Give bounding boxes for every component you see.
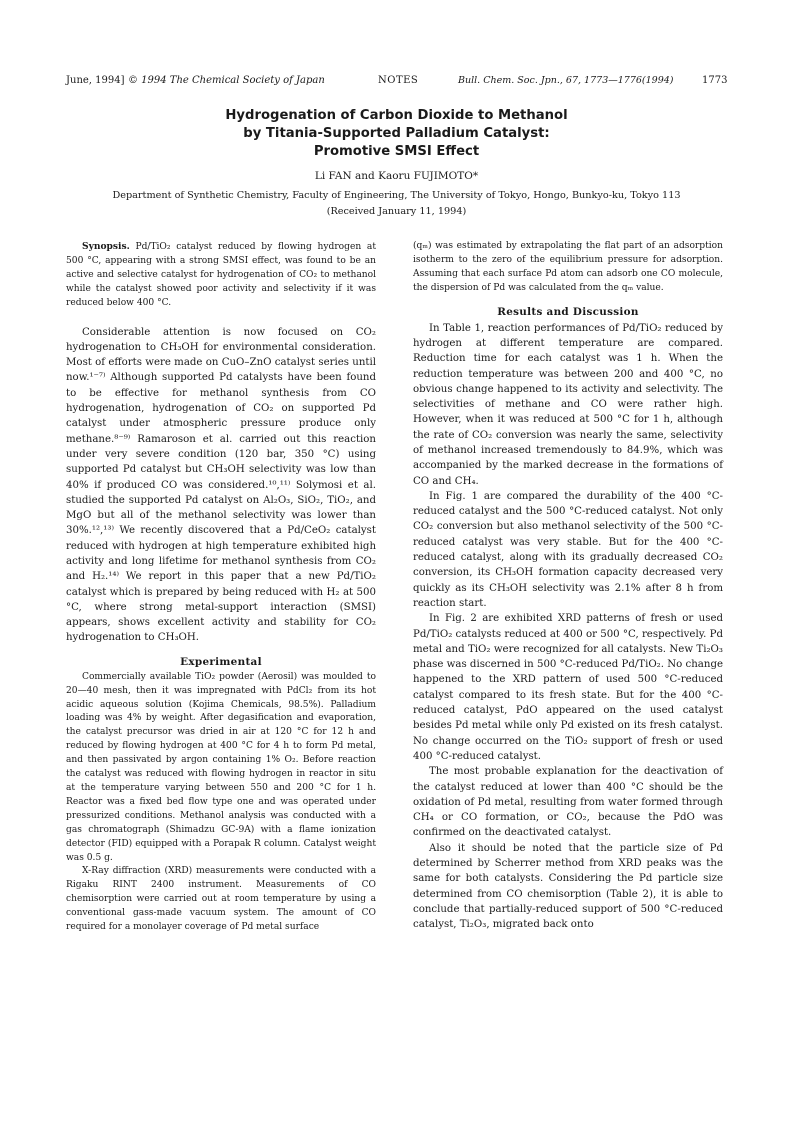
article-title bbox=[150, 107, 643, 161]
results-paragraph-5: Also it should be noted that the particle size of Pd determined by Scherrer method from XRD peaks was the same for both catalysts. Considering the Pd particle size determined from CO chemisorption (Table 2), it is able to conclude that partially-reduced support of 500 °C-reduced catalyst, Ti₂O₃, migrated back onto bbox=[413, 842, 723, 931]
header-journal-citation: Bull. Chem. Soc. Jpn., 67, 1773—1776(1994) bbox=[458, 75, 674, 86]
results-heading: Results and Discussion bbox=[497, 305, 639, 318]
running-header bbox=[66, 73, 726, 89]
intro-paragraph: Considerable attention is now focused on CO₂ hydrogenation to CH₃OH for environmental consideration. Most of efforts were made on CuO–ZnO catalyst series until now.¹⁻⁷⁾ Although supported Pd catalysts have been found to be effective for methanol synthesis from CO hydrogenation, hydrogenation of CO₂ on supported Pd catalyst under atmospheric pressure produce only methane.⁸⁻⁹⁾ Ramaroson et al. carried out this reaction under very severe condition (120 bar, 350 °C) using supported Pd catalyst but CH₃OH selectivity was low than 40% if produced CO was considered.¹⁰,¹¹⁾ Solymosi et al. studied the supported Pd catalyst on Al₂O₃, SiO₂, TiO₂, and MgO but all of the methanol selectivity was lower than 30%.¹²,¹³⁾ We recently discovered that a Pd/CeO₂ catalyst reduced with hydrogen at high temperature exhibited high activity and long lifetime for methanol synthesis from CO₂ and H₂.¹⁴⁾ We report in this paper that a new Pd/TiO₂ catalyst which is prepared by being reduced with H₂ at 500 °C, where strong metal-support interaction (SMSI) appears, shows excellent activity and stability for CO₂ hydrogenation to CH₃OH. bbox=[66, 326, 376, 644]
results-paragraph-2: In Fig. 1 are compared the durability of the 400 °C-reduced catalyst and the 500 °C-reduced catalyst. Not only CO₂ conversion but also methanol selectivity of the 500 °C-reduced catalyst was very stable. But for the 400 °C-reduced catalyst, along with its gradually decreased CO₂ conversion, its CH₃OH formation capacity decreased very quickly as its CH₃OH selectivity was 2.1% after 8 h from reaction start. bbox=[413, 490, 723, 609]
header-page-number: 1773 bbox=[702, 75, 728, 86]
synopsis bbox=[66, 240, 376, 311]
header-copyright: © 1994 The Chemical Society of Japan bbox=[128, 75, 325, 86]
header-section: NOTES bbox=[378, 75, 419, 86]
results-paragraph-3: In Fig. 2 are exhibited XRD patterns of fresh or used Pd/TiO₂ catalysts reduced at 400 or 500 °C, respectively. Pd metal and TiO₂ were recognized for all catalysts. New Ti₂O₃ phase was discerned in 500 °C-reduced Pd/TiO₂. No change happened to the XRD pattern of used 500 °C-reduced catalyst compared to its fresh state. But for the 400 °C-reduced catalyst, PdO appeared on the used catalyst besides Pd metal while only Pd existed on its fresh catalyst. No change occurred on the TiO₂ support of fresh or used 400 °C-reduced catalyst. bbox=[413, 613, 723, 762]
synopsis-text: Pd/TiO₂ catalyst reduced by flowing hydrogen at 500 °C, appearing with a strong SMSI effect, was found to be an active and selective catalyst for hydrogenation of CO₂ to methanol while the catalyst showed poor activity and selectivity if it was reduced below 400 °C. bbox=[66, 242, 376, 308]
synopsis-label: Synopsis. bbox=[82, 241, 130, 252]
title-line-1: Hydrogenation of Carbon Dioxide to Methanol bbox=[225, 108, 568, 123]
results-paragraph-4: The most probable explanation for the deactivation of the catalyst reduced at lower than 400 °C should be the oxidation of Pd metal, resulting from water formed through CH₄ or CO formation, or CO₂, because the PdO was confirmed on the deactivated catalyst. bbox=[413, 766, 723, 839]
results-paragraph-1: In Table 1, reaction performances of Pd/TiO₂ reduced by hydrogen at different temperature are compared. Reduction time for each catalyst was 1 h. When the reduction temperature was between 200 and 400 °C, no obvious change happened to its activity and selectivity. The selectivities of methane and CO were rather high. However, when it was reduced at 500 °C for 1 h, although the rate of CO₂ conversion was nearly the same, selectivity of methanol increased tremendously to 84.9%, which was accompanied by the marked decrease in the formations of CO and CH₄. bbox=[413, 322, 723, 487]
title-line-3: Promotive SMSI Effect bbox=[313, 144, 480, 159]
left-column bbox=[66, 240, 376, 935]
affiliation: Department of Synthetic Chemistry, Faculty of Engineering, The University of Tokyo, Hongo, Bunkyo-ku, Tokyo 113 bbox=[112, 190, 681, 201]
title-line-2: by Titania-Supported Palladium Catalyst: bbox=[243, 126, 550, 141]
experimental-heading: Experimental bbox=[180, 655, 262, 668]
header-date: June, 1994] bbox=[66, 75, 125, 86]
experimental-paragraph-1: Commercially available TiO₂ powder (Aerosil) was moulded to 20—40 mesh, then it was impregnated with PdCl₂ from its hot acidic aqueous solution (Kojima Chemicals, 98.5%). Palladium loading was 4% by weight. After degasification and evaporation, the catalyst precursor was dried in air at 120 °C for 12 h and reduced by flowing hydrogen at 400 °C for 4 h to form Pd metal, and then passivated by argon containing 1% O₂. Before reaction the catalyst was reduced with flowing hydrogen in reactor in situ at the temperature varying between 550 and 200 °C for 1 h. Reactor was a fixed bed flow type one and was operated under pressurized conditions. Methanol analysis was conducted with a gas chromatograph (Shimadzu GC-9A) with a flame ionization detector (FID) equipped with a Porapak R column. Catalyst weight was 0.5 g. bbox=[66, 671, 376, 863]
right-column bbox=[413, 240, 723, 933]
experimental-continuation: (qₘ) was estimated by extrapolating the flat part of an adsorption isotherm to the zero of the equilibrium pressure for adsorption. Assuming that each surface Pd atom can adsorb one CO molecule, the dispersion of Pd was calculated from the qₘ value. bbox=[413, 241, 723, 293]
authors: Li FAN and Kaoru FUJIMOTO* bbox=[314, 170, 479, 182]
received-date: (Received January 11, 1994) bbox=[326, 206, 467, 217]
experimental-paragraph-2: X-Ray diffraction (XRD) measurements were conducted with a Rigaku RINT 2400 instrument. Measurements of CO chemisorption were carried out at room temperature by using a conventional gass-made vacuum system. The amount of CO required for a monolayer coverage of Pd metal surface bbox=[66, 866, 376, 933]
